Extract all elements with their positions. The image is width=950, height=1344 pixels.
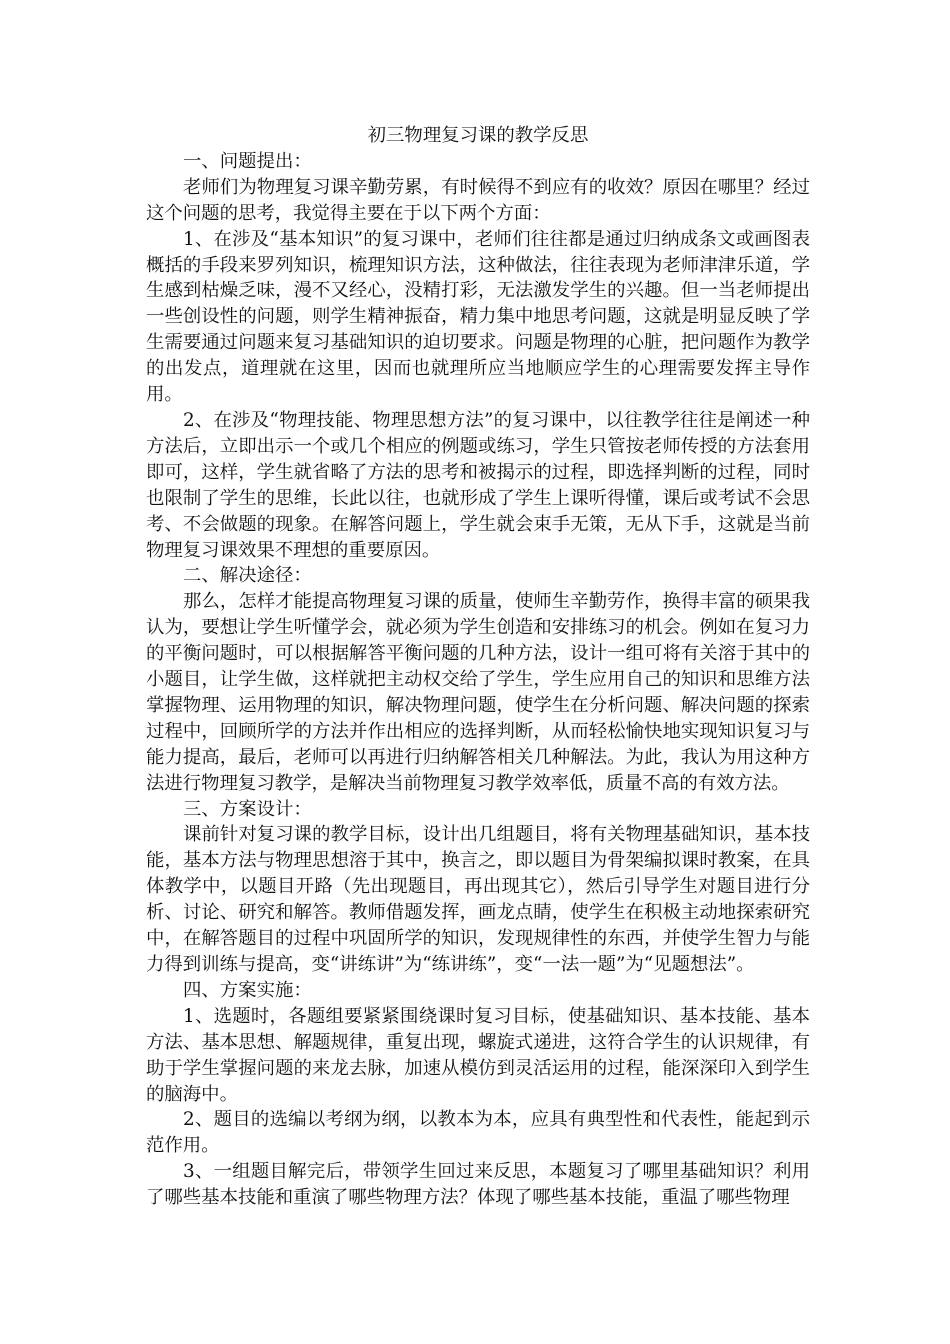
paragraph-intro: 老师们为物理复习课辛勤劳累，有时候得不到应有的收效？原因在哪里？经过这个问题的思考，我觉得主要在于以下两个方面：: [146, 176, 810, 224]
section-solution: [146, 563, 810, 796]
paragraph-implementation-2: 2、题目的选编以考纲为纲，以教本为本，应具有典型性和代表性，能起到示范作用。: [146, 1109, 810, 1157]
paragraph-point-2: 2、在涉及“物理技能、物理思想方法”的复习课中，以往教学往往是阐述一种方法后，立即出示一个或几个相应的例题或练习，学生只管按老师传授的方法套用即可，这样，学生就省略了方法的思考和被揭示的过程，即选择判断的过程，同时也限制了学生的思维，长此以往，也就形成了学生上课听得懂，课后或考试不会思考、不会做题的现象。在解答问题上，学生就会束手无策，无从下手，这就是当前物理复习课效果不理想的重要原因。: [146, 409, 810, 561]
section-design: [146, 797, 810, 978]
paragraph-solution: 那么，怎样才能提高物理复习课的质量，使师生辛勤劳作，换得丰富的硕果我认为，要想让学生听懂学会，就必须为学生创造和安排练习的机会。例如在复习力的平衡问题时，可以根据解答平衡问题的几种方法，设计一组可将有关溶于其中的小题目，让学生做，这样就把主动权交给了学生，学生应用自己的知识和思维方法掌握物理、运用物理的知识，解决物理问题，使学生在分析问题、解决问题的探索过程中，回顾所学的方法并作出相应的选择判断，从而轻松愉快地实现知识复习与能力提高，最后，老师可以再进行归纳解答相关几种解法。为此，我认为用这种方法进行物理复习教学，是解决当前物理复习教学效率低，质量不高的有效方法。: [146, 591, 810, 794]
section-heading-implementation: 四、方案实施：: [183, 979, 312, 1001]
section-problem: [146, 149, 810, 564]
section-heading-design: 三、方案设计：: [183, 798, 312, 820]
paragraph-point-1: 1、在涉及“基本知识”的复习课中，老师们往往都是通过归纳成条文或画图表概括的手段来罗列知识，梳理知识方法，这种做法，往往表现为老师津津乐道，学生感到枯燥乏味，漫不又经心，没精打彩，无法激发学生的兴趣。但一当老师提出一些创设性的问题，则学生精神振奋，精力集中地思考问题，这就是明显反映了学生需要通过问题来复习基础知识的迫切要求。问题是物理的心脏，把问题作为教学的出发点，道理就在这里，因而也就理所应当地顺应学生的心理需要发挥主导作用。: [146, 228, 810, 406]
paragraph-implementation-3: 3、一组题目解完后，带领学生回过来反思，本题复习了哪里基础知识？利用了哪些基本技能和重演了哪些物理方法？体现了哪些基本技能，重温了哪些物理: [146, 1161, 810, 1209]
section-implementation: [146, 978, 810, 1211]
document-title: 初三物理复习课的教学反思: [367, 125, 589, 146]
paragraph-implementation-1: 1、选题时，各题组要紧紧围绕课时复习目标，使基础知识、基本技能、基本方法、基本思想、解题规律，重复出现，螺旋式递进，这符合学生的认识规律，有助于学生掌握问题的来龙去脉，加速从模仿到灵活运用的过程，能深深印入到学生的脑海中。: [146, 1005, 810, 1105]
section-heading-problem: 一、问题提出：: [183, 150, 312, 172]
document-page: [146, 123, 810, 1211]
section-heading-solution: 二、解决途径：: [183, 565, 312, 587]
paragraph-design: 课前针对复习课的教学目标，设计出几组题目，将有关物理基础知识，基本技能，基本方法与物理思想溶于其中，换言之，即以题目为骨架编拟课时教案，在具体教学中，以题目开路（先出现题目，再出现其它），然后引导学生对题目进行分析、讨论、研究和解答。教师借题发挥，画龙点睛，使学生在积极主动地探索研究中，在解答题目的过程中巩固所学的知识，发现规律性的东西，并使学生智力与能力得到训练与提高，变“讲练讲”为“练讲练”，变“一法一题”为“见题想法”。: [146, 824, 810, 975]
